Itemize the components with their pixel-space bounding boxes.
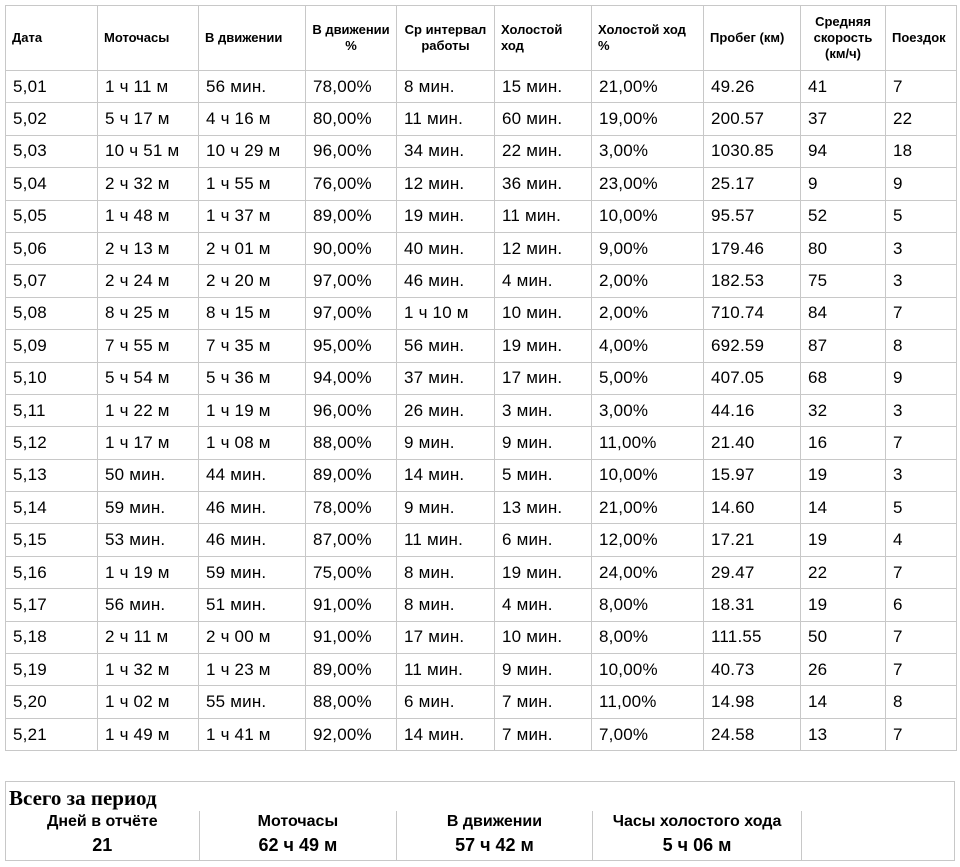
table-cell: 1 ч 11 м: [98, 71, 199, 103]
table-cell: 5,10: [6, 362, 98, 394]
table-cell: 14: [801, 492, 886, 524]
table-cell: 10 мин.: [495, 621, 592, 653]
table-cell: 8,00%: [592, 589, 704, 621]
table-cell: 36 мин.: [495, 168, 592, 200]
table-cell: 2 ч 32 м: [98, 168, 199, 200]
table-cell: 3: [886, 394, 957, 426]
table-row: [6, 232, 957, 264]
summary-label: Моточасы: [257, 813, 339, 830]
table-cell: 17 мин.: [495, 362, 592, 394]
table-cell: 5,16: [6, 556, 98, 588]
table-cell: 179.46: [704, 232, 801, 264]
table-cell: 56 мин.: [397, 330, 495, 362]
table-cell: 68: [801, 362, 886, 394]
header-mileage: Пробег (км): [704, 6, 801, 71]
table-cell: 9: [886, 168, 957, 200]
table-cell: 7 ч 55 м: [98, 330, 199, 362]
table-cell: 29.47: [704, 556, 801, 588]
table-cell: 95,00%: [306, 330, 397, 362]
table-cell: 97,00%: [306, 265, 397, 297]
table-cell: 9 мин.: [397, 427, 495, 459]
table-cell: 4: [886, 524, 957, 556]
table-row: [6, 556, 957, 588]
table-row: [6, 621, 957, 653]
table-cell: 8,00%: [592, 621, 704, 653]
table-cell: 10 ч 29 м: [199, 135, 306, 167]
table-cell: 32: [801, 394, 886, 426]
table-cell: 88,00%: [306, 686, 397, 718]
table-cell: 40.73: [704, 654, 801, 686]
table-cell: 46 мин.: [199, 492, 306, 524]
table-cell: 2,00%: [592, 265, 704, 297]
table-cell: 2 ч 11 м: [98, 621, 199, 653]
table-cell: 10,00%: [592, 654, 704, 686]
table-cell: 4 мин.: [495, 589, 592, 621]
table-cell: 15.97: [704, 459, 801, 491]
table-cell: 88,00%: [306, 427, 397, 459]
table-cell: 76,00%: [306, 168, 397, 200]
table-cell: 5,14: [6, 492, 98, 524]
table-cell: 7,00%: [592, 718, 704, 750]
table-cell: 87,00%: [306, 524, 397, 556]
table-cell: 12 мин.: [495, 232, 592, 264]
table-cell: 17.21: [704, 524, 801, 556]
table-cell: 8 мин.: [397, 71, 495, 103]
summary-label: В движении: [446, 813, 543, 830]
table-cell: 2 ч 20 м: [199, 265, 306, 297]
table-cell: 5,06: [6, 232, 98, 264]
table-cell: 8 мин.: [397, 589, 495, 621]
table-cell: 10 мин.: [495, 297, 592, 329]
header-trips: Поездок: [886, 6, 957, 71]
table-cell: 91,00%: [306, 589, 397, 621]
table-cell: 5 ч 17 м: [98, 103, 199, 135]
table-cell: 59 мин.: [199, 556, 306, 588]
table-cell: 5,17: [6, 589, 98, 621]
table-cell: 407.05: [704, 362, 801, 394]
table-cell: 22: [886, 103, 957, 135]
table-cell: 7 ч 35 м: [199, 330, 306, 362]
table-cell: 710.74: [704, 297, 801, 329]
table-cell: 17 мин.: [397, 621, 495, 653]
table-cell: 24,00%: [592, 556, 704, 588]
summary-idle-hours: [592, 811, 802, 861]
table-cell: 5: [886, 200, 957, 232]
table-cell: 53 мин.: [98, 524, 199, 556]
table-cell: 23,00%: [592, 168, 704, 200]
table-cell: 2 ч 01 м: [199, 232, 306, 264]
table-cell: 14.60: [704, 492, 801, 524]
table-cell: 5,01: [6, 71, 98, 103]
table-row: [6, 718, 957, 750]
table-cell: 6 мин.: [397, 686, 495, 718]
table-cell: 9: [886, 362, 957, 394]
table-cell: 97,00%: [306, 297, 397, 329]
table-cell: 19 мин.: [397, 200, 495, 232]
table-cell: 2 ч 00 м: [199, 621, 306, 653]
table-cell: 96,00%: [306, 135, 397, 167]
table-cell: 5,15: [6, 524, 98, 556]
table-cell: 11 мин.: [495, 200, 592, 232]
table-cell: 7: [886, 556, 957, 588]
table-cell: 55 мин.: [199, 686, 306, 718]
table-cell: 89,00%: [306, 459, 397, 491]
table-cell: 78,00%: [306, 71, 397, 103]
summary-panel: [5, 781, 955, 861]
table-cell: 18: [886, 135, 957, 167]
table-cell: 3,00%: [592, 135, 704, 167]
table-cell: 44.16: [704, 394, 801, 426]
table-cell: 4,00%: [592, 330, 704, 362]
table-row: [6, 200, 957, 232]
table-cell: 1 ч 32 м: [98, 654, 199, 686]
table-cell: 34 мин.: [397, 135, 495, 167]
table-cell: 22: [801, 556, 886, 588]
table-cell: 46 мин.: [397, 265, 495, 297]
table-cell: 1 ч 23 м: [199, 654, 306, 686]
table-cell: 14: [801, 686, 886, 718]
table-cell: 37: [801, 103, 886, 135]
summary-days: [6, 811, 199, 861]
table-row: [6, 654, 957, 686]
table-body: [6, 71, 957, 751]
table-row: [6, 71, 957, 103]
header-date: Дата: [6, 6, 98, 71]
table-cell: 5,04: [6, 168, 98, 200]
table-cell: 1 ч 55 м: [199, 168, 306, 200]
table-cell: 49.26: [704, 71, 801, 103]
table-cell: 3: [886, 232, 957, 264]
table-cell: 60 мин.: [495, 103, 592, 135]
table-cell: 200.57: [704, 103, 801, 135]
table-cell: 5: [886, 492, 957, 524]
table-cell: 1 ч 19 м: [98, 556, 199, 588]
table-cell: 2 ч 24 м: [98, 265, 199, 297]
table-cell: 26 мин.: [397, 394, 495, 426]
table-cell: 26: [801, 654, 886, 686]
table-cell: 94,00%: [306, 362, 397, 394]
table-cell: 5,02: [6, 103, 98, 135]
table-cell: 7: [886, 654, 957, 686]
table-cell: 92,00%: [306, 718, 397, 750]
table-cell: 7: [886, 297, 957, 329]
header-row: [6, 6, 957, 71]
table-cell: 3: [886, 459, 957, 491]
summary-empty: [801, 811, 954, 861]
table-cell: 25.17: [704, 168, 801, 200]
table-cell: 14 мин.: [397, 718, 495, 750]
table-cell: 3,00%: [592, 394, 704, 426]
table-cell: 96,00%: [306, 394, 397, 426]
table-cell: 8: [886, 686, 957, 718]
table-cell: 5,18: [6, 621, 98, 653]
table-cell: 182.53: [704, 265, 801, 297]
table-cell: 5,09: [6, 330, 98, 362]
table-row: [6, 394, 957, 426]
header-avg-speed: Средняя скорость (км/ч): [801, 6, 886, 71]
table-row: [6, 265, 957, 297]
table-row: [6, 103, 957, 135]
table-cell: 7: [886, 718, 957, 750]
table-cell: 5,05: [6, 200, 98, 232]
table-cell: 8 мин.: [397, 556, 495, 588]
table-cell: 5,12: [6, 427, 98, 459]
table-cell: 90,00%: [306, 232, 397, 264]
table-row: [6, 459, 957, 491]
table-cell: 7 мин.: [495, 718, 592, 750]
table-cell: 4 ч 16 м: [199, 103, 306, 135]
header-avg-interval: Ср интервал работы: [397, 6, 495, 71]
header-idle: Холостой ход: [495, 6, 592, 71]
table-row: [6, 589, 957, 621]
table-cell: 8 ч 15 м: [199, 297, 306, 329]
table-cell: 16: [801, 427, 886, 459]
table-cell: 3: [886, 265, 957, 297]
table-cell: 22 мин.: [495, 135, 592, 167]
table-cell: 87: [801, 330, 886, 362]
table-cell: 46 мин.: [199, 524, 306, 556]
table-cell: 13 мин.: [495, 492, 592, 524]
summary-label: Часы холостого хода: [612, 813, 782, 830]
table-cell: 9,00%: [592, 232, 704, 264]
table-cell: 1 ч 49 м: [98, 718, 199, 750]
table-cell: 1030.85: [704, 135, 801, 167]
table-cell: 6 мин.: [495, 524, 592, 556]
table-cell: 52: [801, 200, 886, 232]
table-cell: 14 мин.: [397, 459, 495, 491]
table-cell: 4 мин.: [495, 265, 592, 297]
table-cell: 24.58: [704, 718, 801, 750]
report-table: [5, 5, 957, 751]
table-cell: 19: [801, 589, 886, 621]
summary-motohours: [199, 811, 397, 861]
table-cell: 19: [801, 524, 886, 556]
table-cell: 2 ч 13 м: [98, 232, 199, 264]
table-cell: 56 мин.: [199, 71, 306, 103]
table-cell: 44 мин.: [199, 459, 306, 491]
table-cell: 7: [886, 71, 957, 103]
table-row: [6, 686, 957, 718]
table-cell: 59 мин.: [98, 492, 199, 524]
table-cell: 1 ч 10 м: [397, 297, 495, 329]
table-cell: 1 ч 37 м: [199, 200, 306, 232]
table-cell: 9 мин.: [495, 427, 592, 459]
table-cell: 78,00%: [306, 492, 397, 524]
table-cell: 6: [886, 589, 957, 621]
table-cell: 10 ч 51 м: [98, 135, 199, 167]
table-cell: 21,00%: [592, 492, 704, 524]
table-cell: 75: [801, 265, 886, 297]
table-cell: 8: [886, 330, 957, 362]
summary-value: 62 ч 49 м: [258, 835, 338, 855]
table-cell: 18.31: [704, 589, 801, 621]
table-cell: 11,00%: [592, 686, 704, 718]
table-cell: 14.98: [704, 686, 801, 718]
table-cell: 9 мин.: [397, 492, 495, 524]
table-cell: 84: [801, 297, 886, 329]
table-cell: 3 мин.: [495, 394, 592, 426]
table-cell: 1 ч 19 м: [199, 394, 306, 426]
table-cell: 50: [801, 621, 886, 653]
table-cell: 5,03: [6, 135, 98, 167]
table-cell: 5 ч 36 м: [199, 362, 306, 394]
table-cell: 5,21: [6, 718, 98, 750]
table-cell: 11,00%: [592, 427, 704, 459]
table-cell: 1 ч 22 м: [98, 394, 199, 426]
table-cell: 94: [801, 135, 886, 167]
header-motohours: Моточасы: [98, 6, 199, 71]
table-cell: 80,00%: [306, 103, 397, 135]
table-cell: 1 ч 17 м: [98, 427, 199, 459]
table-cell: 19,00%: [592, 103, 704, 135]
table-cell: 692.59: [704, 330, 801, 362]
table-cell: 1 ч 08 м: [199, 427, 306, 459]
table-cell: 9: [801, 168, 886, 200]
table-row: [6, 135, 957, 167]
table-cell: 12 мин.: [397, 168, 495, 200]
table-cell: 95.57: [704, 200, 801, 232]
table-cell: 9 мин.: [495, 654, 592, 686]
table-cell: 5,19: [6, 654, 98, 686]
table-cell: 5 мин.: [495, 459, 592, 491]
table-cell: 21.40: [704, 427, 801, 459]
table-cell: 5,00%: [592, 362, 704, 394]
header-idle-pct: Холостой ход %: [592, 6, 704, 71]
table-cell: 50 мин.: [98, 459, 199, 491]
table-cell: 1 ч 41 м: [199, 718, 306, 750]
table-cell: 8 ч 25 м: [98, 297, 199, 329]
table-cell: 12,00%: [592, 524, 704, 556]
table-cell: 11 мин.: [397, 654, 495, 686]
table-cell: 80: [801, 232, 886, 264]
summary-moving: [396, 811, 592, 861]
table-cell: 2,00%: [592, 297, 704, 329]
table-cell: 7: [886, 427, 957, 459]
table-cell: 10,00%: [592, 200, 704, 232]
table-cell: 1 ч 48 м: [98, 200, 199, 232]
table-cell: 7: [886, 621, 957, 653]
summary-value: 57 ч 42 м: [455, 835, 534, 855]
table-cell: 11 мин.: [397, 103, 495, 135]
summary-cells: [6, 811, 954, 861]
table-cell: 41: [801, 71, 886, 103]
table-row: [6, 330, 957, 362]
table-row: [6, 297, 957, 329]
table-cell: 15 мин.: [495, 71, 592, 103]
table-cell: 51 мин.: [199, 589, 306, 621]
header-moving: В движении: [199, 6, 306, 71]
table-cell: 5,13: [6, 459, 98, 491]
table-cell: 11 мин.: [397, 524, 495, 556]
table-row: [6, 427, 957, 459]
table-cell: 21,00%: [592, 71, 704, 103]
summary-value: 5 ч 06 м: [662, 835, 732, 855]
table-cell: 19 мин.: [495, 556, 592, 588]
table-cell: 5,08: [6, 297, 98, 329]
table-cell: 10,00%: [592, 459, 704, 491]
table-row: [6, 492, 957, 524]
table-cell: 1 ч 02 м: [98, 686, 199, 718]
table-cell: 111.55: [704, 621, 801, 653]
table-cell: 75,00%: [306, 556, 397, 588]
table-cell: 5,20: [6, 686, 98, 718]
table-cell: 19 мин.: [495, 330, 592, 362]
summary-label: Дней в отчёте: [46, 813, 158, 830]
table-cell: 5 ч 54 м: [98, 362, 199, 394]
header-moving-pct: В движении %: [306, 6, 397, 71]
table-cell: 5,11: [6, 394, 98, 426]
table-row: [6, 168, 957, 200]
table-cell: 13: [801, 718, 886, 750]
summary-title: Всего за период: [9, 786, 157, 810]
table-cell: 40 мин.: [397, 232, 495, 264]
table-cell: 56 мин.: [98, 589, 199, 621]
summary-value: 21: [92, 835, 113, 855]
table-cell: 5,07: [6, 265, 98, 297]
table-cell: 7 мин.: [495, 686, 592, 718]
table-cell: 89,00%: [306, 200, 397, 232]
table-cell: 19: [801, 459, 886, 491]
table-cell: 89,00%: [306, 654, 397, 686]
table-cell: 91,00%: [306, 621, 397, 653]
table-cell: 37 мин.: [397, 362, 495, 394]
table-row: [6, 362, 957, 394]
table-row: [6, 524, 957, 556]
